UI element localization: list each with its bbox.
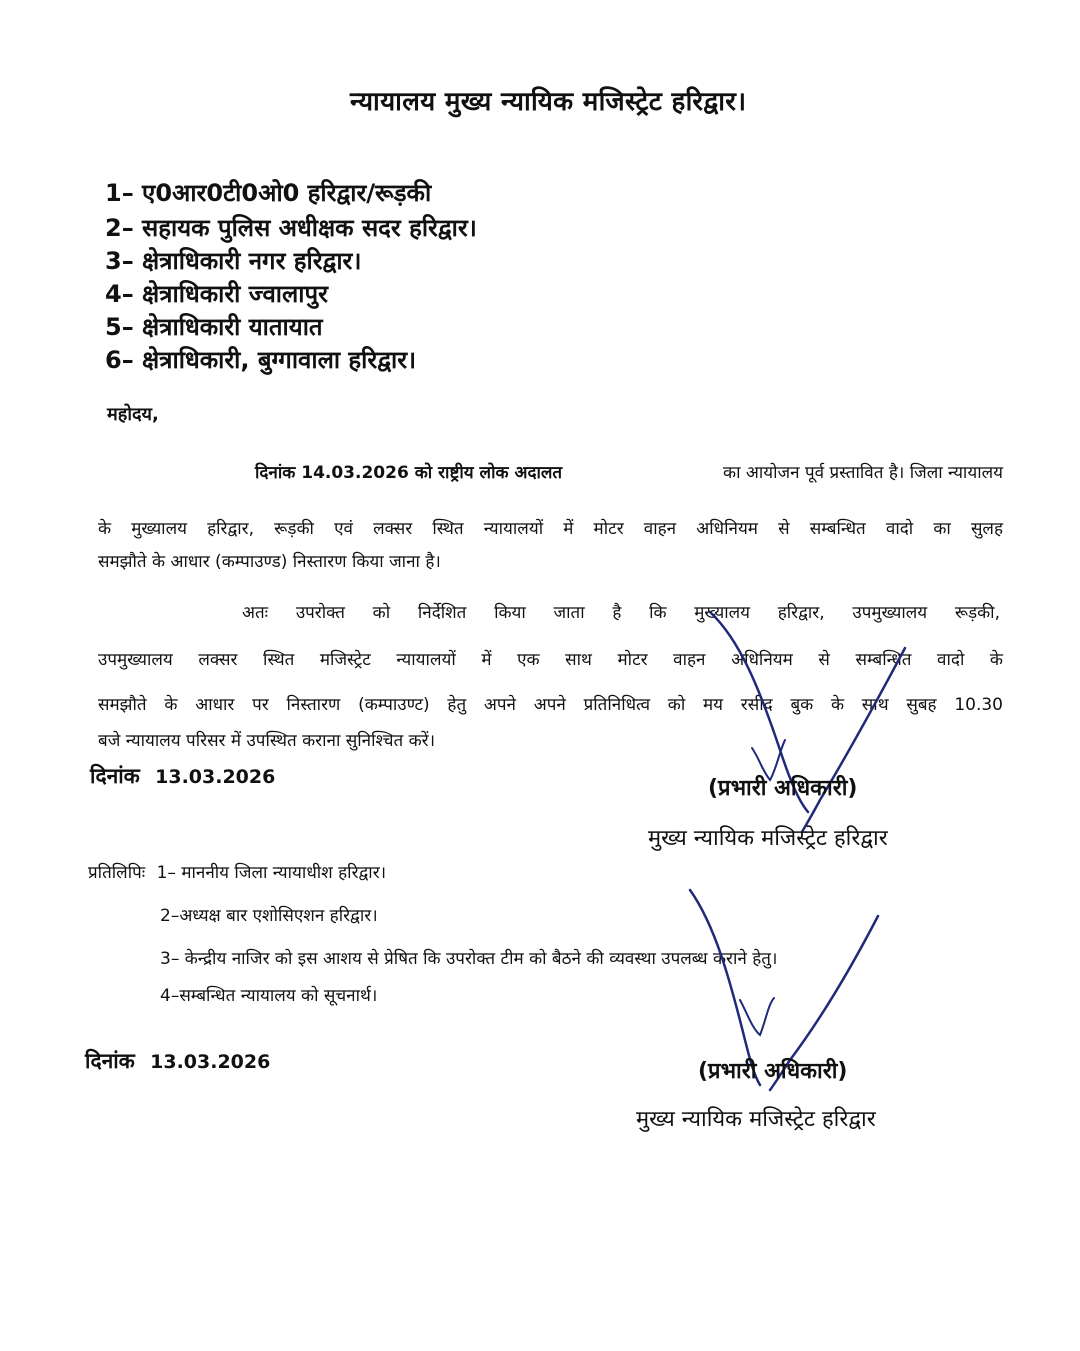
paragraph-1-line-1	[255, 460, 1003, 483]
copy-to-item-2: 2–अध्यक्ष बार एशोसिएशन हरिद्वार।	[160, 906, 378, 926]
paragraph-1-bold-lead: दिनांक 14.03.2026 को राष्ट्रीय लोक अदालत	[255, 463, 563, 483]
recipient-3: 3– क्षेत्राधिकारी नगर हरिद्वार।	[105, 247, 362, 275]
date-value: 13.03.2026	[150, 1051, 271, 1073]
date-label: दिनांक	[90, 764, 140, 788]
paragraph-2-line-4: बजे न्यायालय परिसर में उपस्थित कराना सुनिश्चित करें।	[98, 731, 436, 751]
recipient-6: 6– क्षेत्राधिकारी, बुग्गावाला हरिद्वार।	[105, 346, 417, 374]
date-block-1	[90, 762, 275, 790]
paragraph-1-line-3: समझौते के आधार (कम्पाउण्ड) निस्तारण किया जाना है।	[98, 552, 441, 572]
date-label: दिनांक	[85, 1049, 135, 1073]
salutation: महोदय,	[107, 404, 159, 425]
copy-to-item-1: 1– माननीय जिला न्यायाधीश हरिद्वार।	[156, 863, 387, 883]
copy-to-line-1	[88, 860, 386, 883]
date-value: 13.03.2026	[155, 766, 276, 788]
signature-1-title: (प्रभारी अधिकारी)	[708, 776, 858, 801]
copy-to-item-4: 4–सम्बन्धित न्यायालय को सूचनार्थ।	[160, 986, 378, 1006]
paragraph-2-line-3: समझौते के आधार पर निस्तारण (कम्पाउण्ट) हेतु अपने अपने प्रतिनिधित्व को मय रसीद बुक के साथ सुबह 10.30	[98, 695, 1003, 715]
signature-2-title: (प्रभारी अधिकारी)	[698, 1059, 848, 1084]
recipient-1: 1– ए0आर0टी0ओ0 हरिद्वार/रूड़की	[105, 179, 432, 207]
document-title: न्यायालय मुख्य न्यायिक मजिस्ट्रेट हरिद्वार।	[350, 87, 747, 117]
date-block-2	[85, 1047, 270, 1075]
copy-to-label: प्रतिलिपिः	[88, 863, 146, 883]
signature-1	[690, 600, 930, 850]
copy-to-item-3: 3– केन्द्रीय नाजिर को इस आशय से प्रेषित कि उपरोक्त टीम को बैठने की व्यवस्था उपलब्ध कराने हेतु।	[160, 949, 778, 969]
recipient-5: 5– क्षेत्राधिकारी यातायात	[105, 313, 323, 341]
paragraph-2-line-2: उपमुख्यालय लक्सर स्थित मजिस्ट्रेट न्यायालयों में एक साथ मोटर वाहन अधिनियम से सम्बन्धित वादो के	[98, 650, 1003, 670]
signature-2-designation: मुख्य न्यायिक मजिस्ट्रेट हरिद्वार	[636, 1107, 876, 1132]
recipient-4: 4– क्षेत्राधिकारी ज्वालापुर	[105, 280, 328, 308]
paragraph-1-line-1-rest: का आयोजन पूर्व प्रस्तावित है। जिला न्यायालय	[723, 463, 1003, 483]
recipient-2: 2– सहायक पुलिस अधीक्षक सदर हरिद्वार।	[105, 214, 477, 242]
signature-1-designation: मुख्य न्यायिक मजिस्ट्रेट हरिद्वार	[648, 826, 888, 851]
paragraph-2-line-1: अतः उपरोक्त को निर्देशित किया जाता है कि मुख्यालय हरिद्वार, उपमुख्यालय रूड़की,	[242, 603, 1000, 623]
paragraph-1-line-2: के मुख्यालय हरिद्वार, रूड़की एवं लक्सर स्थित न्यायालयों में मोटर वाहन अधिनियम से सम्बन्धित वादो का सुलह	[98, 519, 1003, 539]
